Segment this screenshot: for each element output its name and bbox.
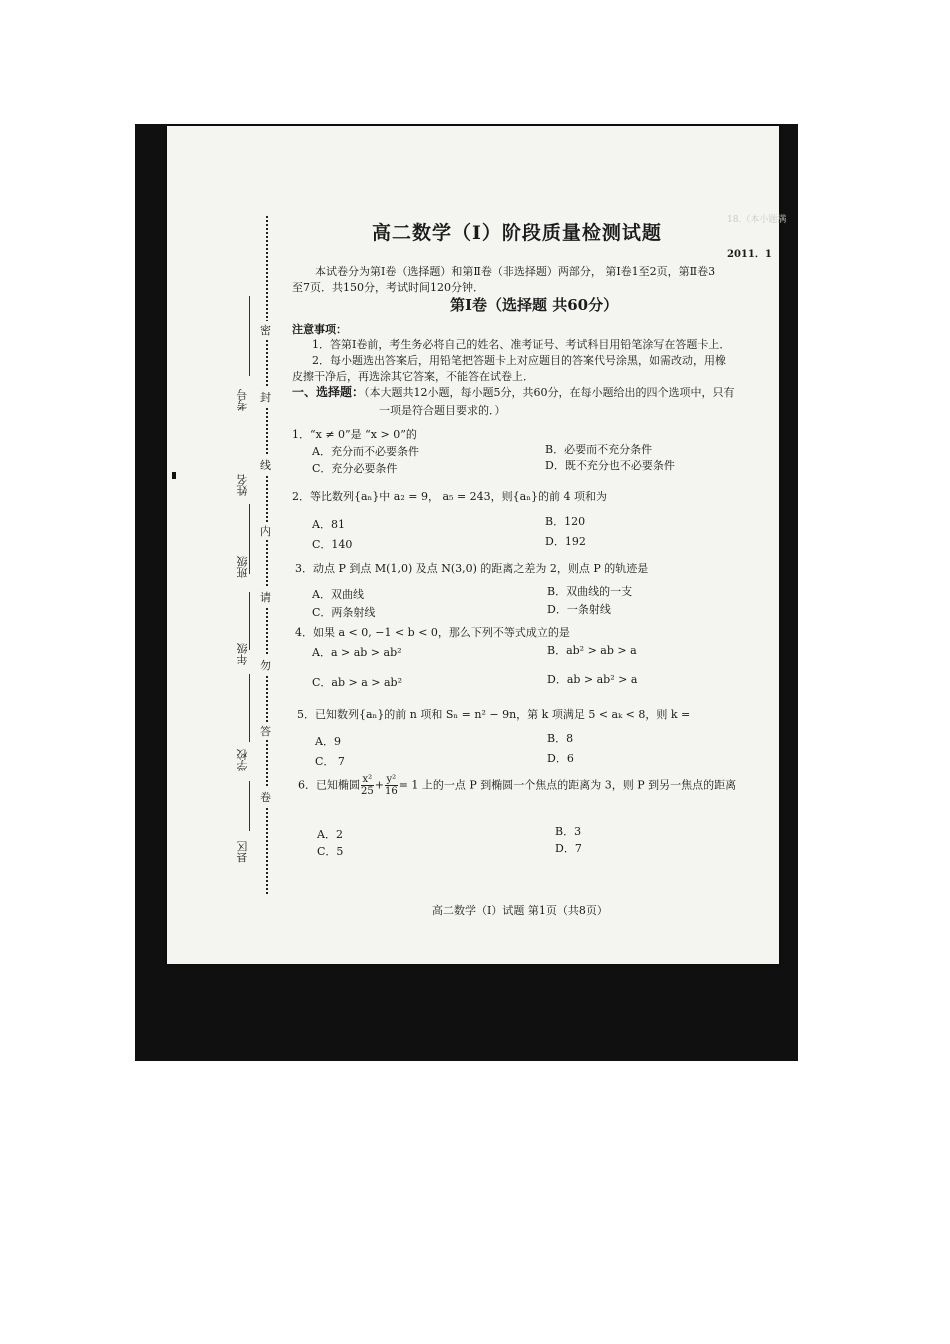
fraction-x-den: 25: [361, 786, 374, 797]
question-2-option-b: B．120: [545, 515, 586, 528]
question-4-option-a: A．a > ab > ab²: [312, 646, 402, 659]
question-1-option-c: C．充分必要条件: [312, 462, 398, 475]
seal-char-1: 密: [260, 321, 271, 339]
notes-heading: 注意事项：: [292, 323, 347, 336]
question-5-option-c: C． 7: [315, 755, 345, 768]
question-2-option-a: A．81: [312, 518, 345, 531]
bleed-through-text: 18.（本小题满: [727, 215, 787, 225]
question-6-option-b: B．3: [555, 825, 582, 838]
question-2-option-d: D．192: [545, 535, 586, 548]
part1-desc-2: 一项是符合题目要求的．）: [379, 404, 506, 417]
section-title: 第Ⅰ卷（选择题 共60分）: [450, 296, 619, 314]
page-footer: 高二数学（Ⅰ）试题 第1页（共8页）: [432, 904, 608, 917]
question-5-option-a: A．9: [315, 735, 341, 748]
question-4-option-c: C．ab > a > ab²: [312, 676, 403, 689]
part1-label: 一、选择题：: [292, 385, 365, 399]
question-6-stem: [298, 774, 736, 797]
seal-char-4: 内: [260, 522, 271, 540]
question-5-option-b: B．8: [547, 732, 574, 745]
question-6-option-a: A．2: [317, 828, 343, 841]
question-6-stem-post: = 1 上的一点 P 到椭圆一个焦点的距离为 3，则 P 到另一焦点的距离: [398, 778, 737, 792]
fraction-plus: +: [374, 778, 384, 792]
question-4-option-d: D．ab > ab² > a: [547, 673, 638, 686]
seal-char-3: 线: [260, 456, 271, 474]
field-line-grade: [249, 674, 250, 742]
note-2: 2．每小题选出答案后，用铅笔把答题卡上对应题目的答案代号涂黑，如需改动，用橡: [312, 354, 726, 367]
question-3-stem: 3．动点 P 到点 M(1,0) 及点 N(3,0) 的距离之差为 2，则点 P 的轨迹是: [295, 562, 649, 575]
fraction-x-num: x²: [362, 774, 373, 785]
field-label-class: 班级: [236, 556, 249, 578]
question-6-option-d: D．7: [555, 842, 582, 855]
exam-paper: [167, 126, 787, 964]
field-line-class: [249, 592, 250, 650]
seal-char-5: 请: [260, 588, 271, 606]
fraction-y-den: 16: [384, 786, 398, 797]
fraction-x: [361, 774, 374, 797]
field-line-exam-number: [249, 296, 250, 376]
seal-char-6: 勿: [260, 656, 271, 674]
page-title: 高二数学（Ⅰ）阶段质量检测试题: [372, 222, 662, 244]
intro-line-1: 本试卷分为第Ⅰ卷（选择题）和第Ⅱ卷（非选择题）两部分， 第Ⅰ卷1至2页，第Ⅱ卷3: [315, 265, 716, 278]
question-2-option-c: C．140: [312, 538, 353, 551]
question-5-stem: 5．已知数列{aₙ}的前 n 项和 Sₙ = n² − 9n，第 k 项满足 5 < aₖ < 8，则 k =: [297, 708, 691, 721]
question-1-option-d: D．既不充分也不必要条件: [545, 459, 675, 472]
question-3-option-a: A．双曲线: [312, 588, 364, 601]
question-2-stem: 2．等比数列{aₙ}中 a₂ = 9， a₅ = 243，则{aₙ}的前 4 项和为: [292, 490, 607, 503]
field-label-exam-number: 考号: [236, 389, 249, 411]
question-1-option-a: A．充分而不必要条件: [312, 445, 419, 458]
question-3-option-b: B．双曲线的一支: [547, 585, 633, 598]
question-6-option-c: C．5: [317, 845, 344, 858]
field-label-grade: 年级: [236, 643, 249, 665]
field-line-school: [249, 781, 250, 831]
question-6-stem-pre: 6．已知椭圆: [298, 778, 360, 792]
question-3-option-d: D．一条射线: [547, 603, 611, 616]
fraction-y: [385, 774, 398, 797]
field-label-county: 县区: [236, 841, 249, 863]
seal-char-7: 答: [260, 722, 271, 740]
note-2-cont: 皮擦干净后，再选涂其它答案，不能答在试卷上．: [292, 370, 534, 383]
intro-line-2: 至7页．共150分，考试时间120分钟．: [292, 281, 484, 294]
field-label-name: 姓名: [236, 474, 249, 496]
field-label-school: 学校: [236, 749, 249, 771]
fraction-y-num: y²: [386, 774, 397, 785]
note-1: 1．答第Ⅰ卷前，考生务必将自己的姓名、准考证号、考试科目用铅笔涂写在答题卡上．: [312, 338, 731, 351]
question-3-option-c: C．两条射线: [312, 606, 376, 619]
seal-char-2: 封: [260, 388, 271, 406]
question-4-option-b: B．ab² > ab > a: [547, 644, 637, 657]
question-1-option-b: B．必要而不充分条件: [545, 443, 653, 456]
question-1-stem: 1．“x ≠ 0”是 “x > 0”的: [292, 428, 417, 441]
scanned-page-background: [135, 124, 798, 1061]
part1-desc-1: （本大题共12小题，每小题5分，共60分，在每小题给出的四个选项中，只有: [364, 386, 735, 399]
exam-date: 2011．1: [727, 249, 772, 260]
part1-heading: [292, 383, 735, 400]
scan-mark: [172, 472, 176, 479]
question-4-stem: 4．如果 a < 0, −1 < b < 0，那么下列不等式成立的是: [295, 626, 570, 639]
seal-char-8: 卷: [260, 788, 271, 806]
question-5-option-d: D．6: [547, 752, 574, 765]
